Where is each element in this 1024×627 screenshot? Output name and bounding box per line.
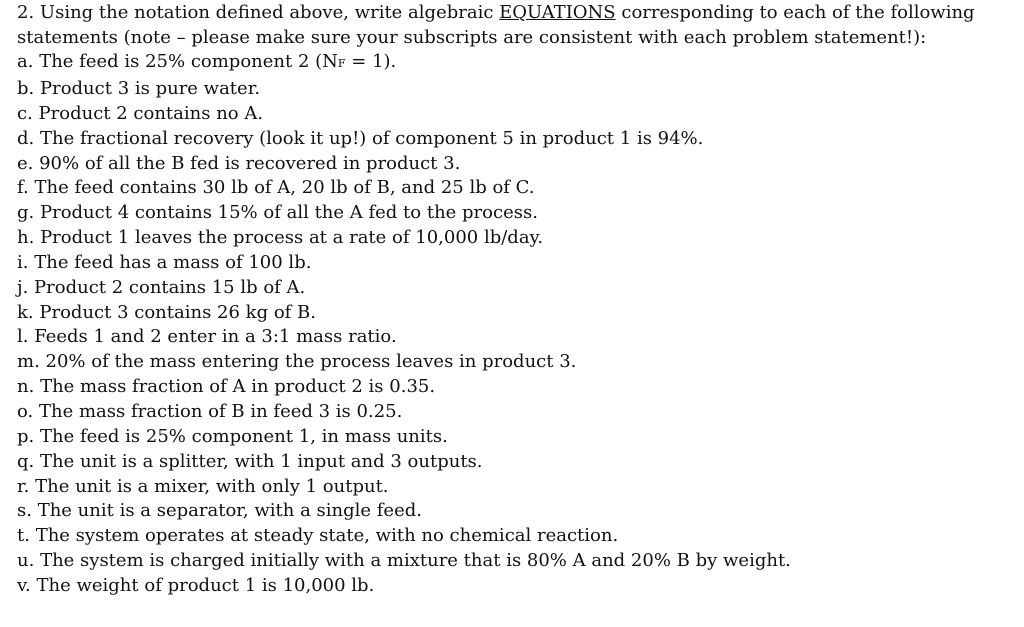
item-text: 90% of all the B fed is recovered in product 3.	[39, 152, 461, 174]
item-text: Product 3 contains 26 kg of B.	[39, 301, 316, 323]
item-text: Feeds 1 and 2 enter in a 3:1 mass ratio.	[34, 326, 397, 348]
item-text: The system operates at steady state, with no chemical reaction.	[35, 525, 619, 547]
item-text: Product 1 leaves the process at a rate of 10,000 lb/day.	[40, 227, 544, 249]
item-letter: b.	[17, 78, 35, 100]
list-item	[17, 226, 1024, 251]
item-letter: a.	[17, 51, 34, 73]
list-item	[17, 549, 1024, 574]
item-letter: l.	[17, 326, 29, 348]
list-item	[17, 350, 1024, 375]
item-letter: h.	[17, 227, 35, 249]
statement-list	[17, 50, 1024, 599]
item-letter: q.	[17, 450, 35, 472]
item-text: Product 3 is pure water.	[39, 78, 261, 100]
item-text: The unit is a mixer, with only 1 output.	[35, 475, 389, 497]
item-letter: f.	[17, 177, 29, 199]
item-text: Product 4 contains 15% of all the A fed to the process.	[39, 202, 538, 224]
item-text: The system is charged initially with a mixture that is 80% A and 20% B by weight.	[40, 550, 791, 572]
list-item	[17, 450, 1024, 475]
item-text: The feed is 25% component 1, in mass units.	[39, 425, 448, 447]
list-item	[17, 127, 1024, 152]
list-item	[17, 574, 1024, 599]
item-text: Product 2 contains 15 lb of A.	[34, 276, 306, 298]
item-letter: s.	[17, 500, 32, 522]
item-letter: i.	[17, 251, 29, 273]
item-text: The weight of product 1 is 10,000 lb.	[36, 574, 375, 596]
item-text: The unit is a separator, with a single feed.	[37, 500, 422, 522]
item-letter: j.	[17, 276, 29, 298]
item-text: Product 2 contains no A.	[38, 102, 264, 124]
list-item	[17, 152, 1024, 177]
item-text: The mass fraction of A in product 2 is 0.35.	[40, 376, 436, 398]
list-item	[17, 499, 1024, 524]
item-letter: c.	[17, 102, 33, 124]
item-letter: u.	[17, 550, 35, 572]
list-item	[17, 50, 1024, 77]
item-letter: p.	[17, 425, 35, 447]
item-letter: m.	[17, 351, 40, 373]
list-item	[17, 276, 1024, 301]
question-emphasis: EQUATIONS	[499, 2, 616, 23]
list-item	[17, 301, 1024, 326]
question-number: 2.	[17, 2, 35, 23]
item-letter: v.	[17, 574, 31, 596]
item-text-tail: = 1).	[345, 51, 397, 73]
item-text: The feed has a mass of 100 lb.	[34, 251, 312, 273]
item-text: The feed is 25% component 2 (N	[39, 51, 338, 73]
item-letter: t.	[17, 525, 30, 547]
item-text: The mass fraction of B in feed 3 is 0.25.	[38, 401, 403, 422]
item-letter: e.	[17, 152, 34, 174]
item-text: 20% of the mass entering the process leaves in product 3.	[45, 351, 577, 373]
list-item	[17, 375, 1024, 400]
item-text: The feed contains 30 lb of A, 20 lb of B, and 25 lb of C.	[34, 177, 535, 199]
item-letter: r.	[17, 475, 30, 497]
question-prompt	[17, 0, 1007, 50]
item-subscript: F	[337, 57, 346, 71]
question-text-start: Using the notation defined above, write algebraic	[39, 2, 494, 23]
item-text: The fractional recovery (look it up!) of component 5 in product 1 is 94%.	[39, 127, 704, 149]
list-item	[17, 524, 1024, 549]
item-letter: k.	[17, 301, 34, 323]
list-item	[17, 325, 1024, 350]
item-letter: g.	[17, 202, 35, 224]
item-text: The unit is a splitter, with 1 input and 3 outputs.	[39, 450, 483, 472]
list-item	[17, 251, 1024, 276]
list-item	[17, 400, 1024, 425]
list-item	[17, 77, 1024, 102]
item-letter: o.	[17, 401, 34, 422]
item-letter: n.	[17, 376, 35, 398]
question-text-rest: corresponding to each of the following statements (note – please make sure your subscripts are consistent with each problem statement!):	[17, 2, 975, 48]
list-item	[17, 102, 1024, 127]
item-letter: d.	[17, 127, 35, 149]
list-item	[17, 425, 1024, 450]
list-item	[17, 201, 1024, 226]
list-item	[17, 475, 1024, 500]
list-item	[17, 176, 1024, 201]
